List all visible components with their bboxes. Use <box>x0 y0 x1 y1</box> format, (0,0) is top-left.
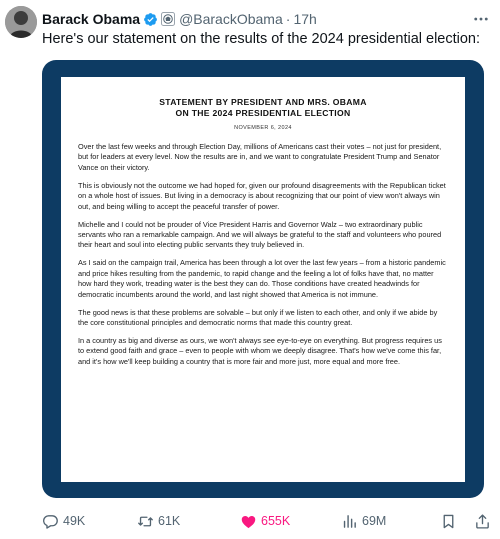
like-button[interactable] <box>240 513 290 530</box>
statement-paragraph: The good news is that these problems are solvable – but only if we listen to each other, and only if we abide by the core constitutional principles and democratic norms that made this country great. <box>78 307 438 328</box>
views-icon <box>341 513 358 530</box>
statement-title <box>78 97 448 119</box>
tweet-text: Here's our statement on the results of the 2024 presidential election: <box>42 31 481 47</box>
statement-document <box>61 77 465 482</box>
statement-paragraph: This is obviously not the outcome we had hoped for, given our profound disagreements with the Republican ticket on a whole host of issues. But living in a democracy is about recognizing that our point of view won't always win out, and being willing to accept the peaceful transfer of power. <box>78 180 446 211</box>
statement-paragraph: Over the last few weeks and through Election Day, millions of Americans cast their votes – not just for president, but for leaders at every level. Now the results are in, and we want to congratulate President Trump and Senator Vance on their victory. <box>78 142 442 172</box>
views-button[interactable] <box>341 513 386 530</box>
bookmark-button[interactable] <box>440 513 457 530</box>
statement-image[interactable] <box>42 60 484 498</box>
statement-paragraph: Michelle and I could not be prouder of Vice President Harris and Governor Walz – two extraordinary public servants who ran a remarkable campaign. And we will always be grateful to the staff and volunteers who poured their heart and soul into electing public servants they truly believed in. <box>78 219 442 250</box>
like-count: 655K <box>261 514 291 528</box>
repost-button[interactable] <box>137 513 180 530</box>
repost-count: 61K <box>158 514 181 528</box>
share-icon <box>474 513 491 530</box>
display-name[interactable]: Barack Obama <box>42 11 141 27</box>
action-bar <box>42 511 492 531</box>
separator-dot: · <box>285 11 291 27</box>
reply-count: 49K <box>63 514 86 528</box>
more-icon <box>472 10 490 28</box>
timestamp[interactable]: 17h <box>293 11 317 27</box>
bookmark-icon <box>440 513 457 530</box>
share-button[interactable] <box>474 513 491 530</box>
author-handle[interactable]: @BarackObama <box>179 11 283 27</box>
statement-title-line-2: ON THE 2024 PRESIDENTIAL ELECTION <box>175 108 351 118</box>
more-button[interactable] <box>470 8 492 30</box>
seal-icon <box>161 12 175 26</box>
heart-icon <box>240 513 257 530</box>
verified-icon <box>143 12 158 27</box>
views-count: 69M <box>362 514 387 528</box>
statement-paragraph: As I said on the campaign trail, America has been through a lot over the last few years – from a historic pandemic and price hikes resulting from the pandemic, to rapid change and the feeling a lot of folks have that, no matter how hard they work, treading water is the best they can do. Those conditions have created headwinds for democratic incumbents around the world, and last night showed that America is not immune. <box>78 258 446 299</box>
tweet-header <box>42 10 317 28</box>
statement-title-line-1: STATEMENT BY PRESIDENT AND MRS. OBAMA <box>159 97 367 107</box>
avatar[interactable] <box>5 6 37 38</box>
reply-icon <box>42 513 59 530</box>
reply-button[interactable] <box>42 513 85 530</box>
repost-icon <box>137 513 154 530</box>
statement-paragraph: In a country as big and diverse as ours, we won't always see eye-to-eye on everything. But progress requires us to extend good faith and grace – even to people with whom we deeply disagree. That's how we've come this far, and it's how we'll keep building a country that is more fair and more just, more equal and more free. <box>78 336 442 366</box>
statement-body <box>78 142 448 367</box>
statement-date: NOVEMBER 6, 2024 <box>234 125 292 131</box>
